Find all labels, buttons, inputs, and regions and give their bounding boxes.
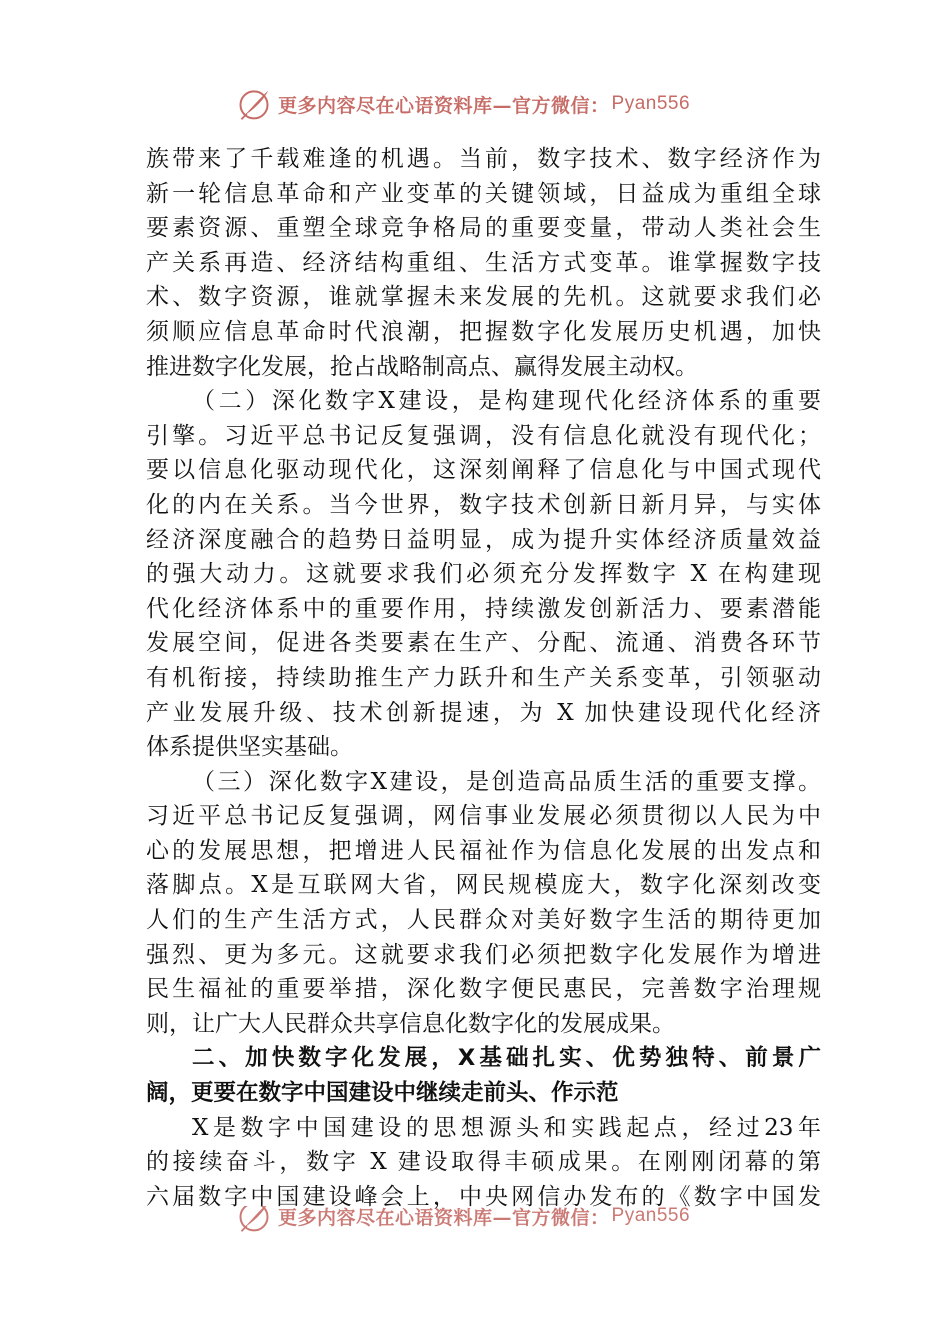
text-line: 体系提供坚实基础。 — [146, 734, 353, 761]
text-line: 则，让广大人民群众共享信息化数字化的发展成果。 — [146, 1010, 675, 1037]
watermark-text: 更多内容尽在心语资料库—官方微信： — [278, 1206, 610, 1229]
text-line: 心的发展思想，把增进人民福祉作为信息化发展的出发点和 — [146, 837, 821, 864]
watermark-wechat-id: Pyan556 — [611, 93, 691, 114]
section-heading: 二、加快数字化发展，X基础扎实、优势独特、前景广 — [192, 1045, 821, 1072]
section-3-lead: （三）深化数字X建设，是创造高品质生活的重要支撑。 — [192, 768, 821, 795]
text-line: 引擎。习近平总书记反复强调，没有信息化就没有现代化； — [146, 422, 821, 449]
watermark-text: 更多内容尽在心语资料库—官方微信： — [278, 94, 610, 117]
text-line: 要以信息化驱动现代化，这深刻阐释了信息化与中国式现代 — [146, 457, 821, 484]
text-line: 要素资源、重塑全球竞争格局的重要变量，带动人类社会生 — [146, 215, 821, 242]
text-line: 产关系再造、经济结构重组、生活方式变革。谁掌握数字技 — [146, 249, 821, 276]
watermark-wechat-id: Pyan556 — [611, 1206, 691, 1226]
text-line: 有机衔接，持续助推生产力跃升和生产关系变革，引领驱动 — [146, 664, 821, 691]
text-line: 族带来了千载难逢的机遇。当前，数字技术、数字经济作为 — [146, 146, 821, 172]
article-body — [146, 142, 821, 1214]
text-line: 的接续奋斗，数字 X 建设取得丰硕成果。在刚刚闭幕的第 — [146, 1149, 821, 1176]
text-line: 民生福祉的重要举措，深化数字便民惠民，完善数字治理规 — [146, 976, 821, 1003]
section-heading-cont: 阔，更要在数字中国建设中继续走前头、作示范 — [146, 1080, 619, 1107]
text-line: 化的内在关系。当今世界，数字技术创新日新月异，与实体 — [146, 491, 821, 518]
text-line: 六届数字中国建设峰会上，中央网信办发布的《数字中国发 — [146, 1183, 821, 1210]
feather-pen-logo-icon — [236, 1206, 272, 1234]
text-line: X是数字中国建设的思想源头和实践起点，经过23年 — [192, 1114, 821, 1141]
text-line: 须顺应信息革命时代浪潮，把握数字化发展历史机遇，加快 — [146, 318, 821, 345]
watermark-header — [236, 84, 756, 124]
text-line: 习近平总书记反复强调，网信事业发展必须贯彻以人民为中 — [146, 803, 821, 830]
text-line: 产业发展升级、技术创新提速，为 X 加快建设现代化经济 — [146, 699, 821, 726]
text-line: 人们的生产生活方式，人民群众对美好数字生活的期待更加 — [146, 907, 821, 934]
watermark-footer — [236, 1206, 756, 1236]
text-line: 落脚点。X是互联网大省，网民规模庞大，数字化深刻改变 — [146, 872, 821, 899]
text-line: 新一轮信息革命和产业变革的关键领域，日益成为重组全球 — [146, 180, 821, 207]
text-line: 的强大动力。这就要求我们必须充分发挥数字 X 在构建现 — [146, 561, 821, 588]
section-2-lead: （二）深化数字X建设，是构建现代化经济体系的重要 — [192, 388, 821, 415]
text-line: 代化经济体系中的重要作用，持续激发创新活力、要素潜能 — [146, 595, 821, 622]
text-line: 发展空间，促进各类要素在生产、分配、流通、消费各环节 — [146, 630, 821, 657]
text-line: 强烈、更为多元。这就要求我们必须把数字化发展作为增进 — [146, 941, 821, 968]
text-line: 术、数字资源，谁就掌握未来发展的先机。这就要求我们必 — [146, 284, 821, 311]
text-line: 经济深度融合的趋势日益明显，成为提升实体经济质量效益 — [146, 526, 821, 553]
text-line: 推进数字化发展，抢占战略制高点、赢得发展主动权。 — [146, 353, 698, 380]
feather-pen-logo-icon — [236, 86, 272, 122]
